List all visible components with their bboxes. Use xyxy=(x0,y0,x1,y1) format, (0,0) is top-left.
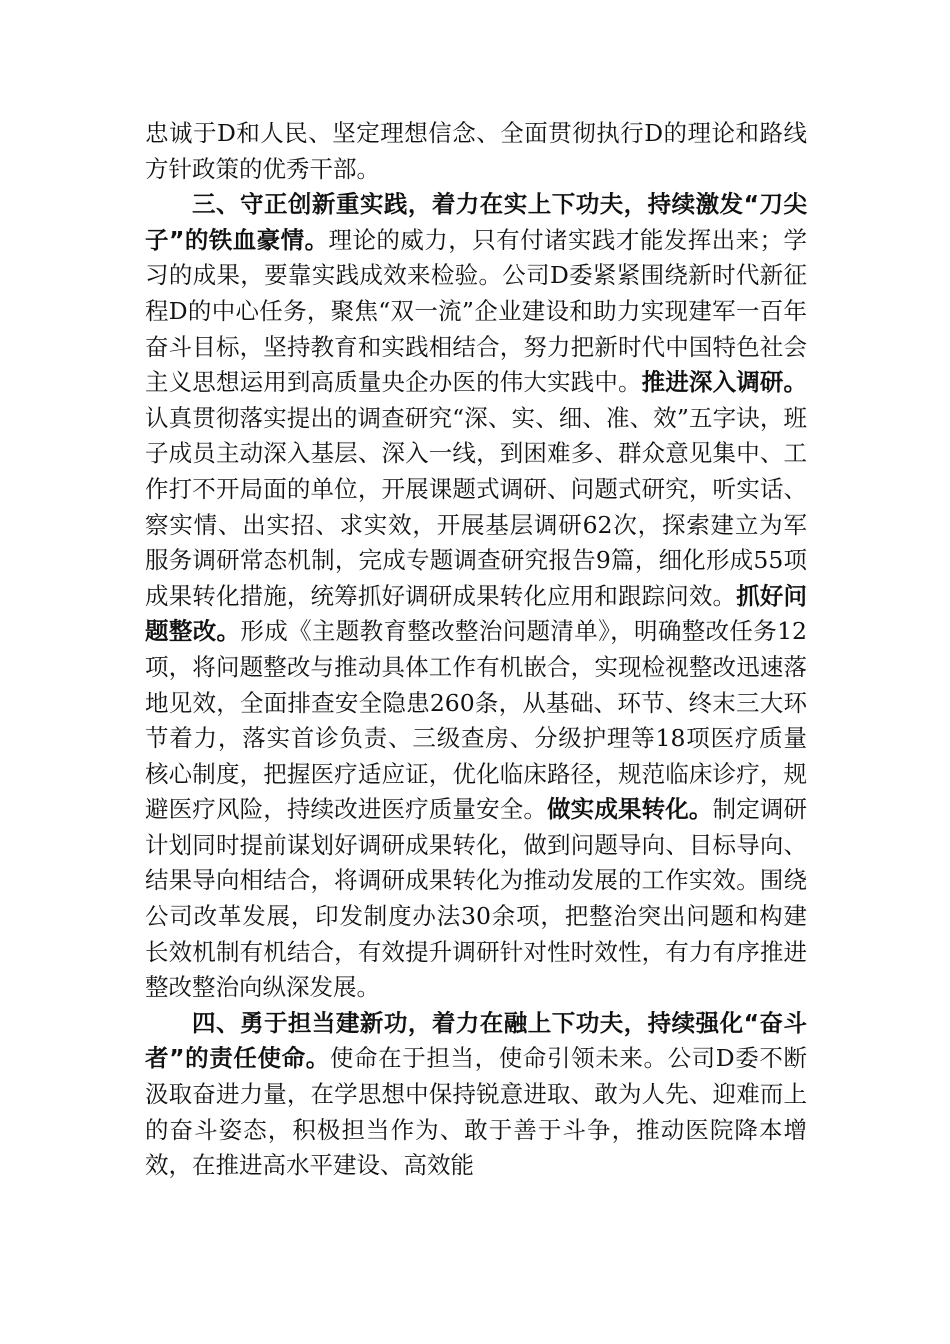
body-text: 形成《主题教育整改整治问题清单》，明确整改任务12项，将问题整改与推动具体工作有机嵌合，实现检视整改迅速落地见效，全面排查安全隐患260条，从基础、环节、终末三大环节着力，落实首诊负责、三级查房、分级护理等18项医疗质量核心制度，把握医疗适应证，优化临床路径，规范临床诊疗，规避医疗风险，持续改进医疗质量安全。 xyxy=(145,617,808,824)
body-text: 使命在于担当，使命引领未来。公司D委不断汲取奋进力量，在学思想中保持锐意进取、敢为人先、迎难而上的奋斗姿态，积极担当作为、敢于善于斗争，推动医院降本增效，在推进高水平建设、高效能 xyxy=(145,1044,808,1180)
body-text: 认真贯彻落实提出的调查研究“深、实、细、准、效”五字诀，班子成员主动深入基层、深入一线，到困难多、群众意见集中、工作打不开局面的单位，开展课题式调研、问题式研究，听实话、察实情、出实招、求实效，开展基层调研62次，探索建立为军服务调研常态机制，完成专题调查研究报告9篇，细化形成55项成果转化措施，统筹抓好调研成果转化应用和跟踪问效。 xyxy=(145,403,807,610)
section-heading: 三、守正创新重实践，着力在实上下功夫，持续激发“刀尖子”的铁血豪情。 xyxy=(145,190,807,254)
body-text: 制定调研计划同时提前谋划好调研成果转化，做到问题导向、目标导向、结果导向相结合，将调研成果转化为推动发展的工作实效。围绕公司改革发展，印发制度办法30余项，把整治突出问题和构建长效机制有机结合，有效提升调研针对性时效性，有力有序推进整改整治向纵深发展。 xyxy=(145,795,808,1002)
paragraph-continuation xyxy=(145,116,807,187)
paragraph-section-three xyxy=(145,187,807,1006)
subheading-rectification: 抓好问题整改。 xyxy=(145,581,807,646)
document-page xyxy=(145,116,807,1184)
paragraph-section-four xyxy=(145,1006,807,1184)
body-text: 理论的威力，只有付诸实践才能发挥出来；学习的成果，要靠实践成效来检验。公司D委紧紧围绕新时代新征程D的中心任务，聚焦“双一流”企业建设和助力实现建军一百年奋斗目标，坚持教育和实践相结合，努力把新时代中国特色社会主义思想运用到高质量央企办医的伟大实践中。 xyxy=(145,225,807,397)
subheading-results: 做实成果转化。 xyxy=(547,795,713,824)
body-text: 忠诚于D和人民、坚定理想信念、全面贯彻执行D的理论和路线方针政策的优秀干部。 xyxy=(145,119,807,183)
section-heading: 四、勇于担当建新功，着力在融上下功夫，持续强化“奋斗者”的责任使命。 xyxy=(145,1008,807,1073)
subheading-research: 推进深入调研。 xyxy=(641,368,808,397)
